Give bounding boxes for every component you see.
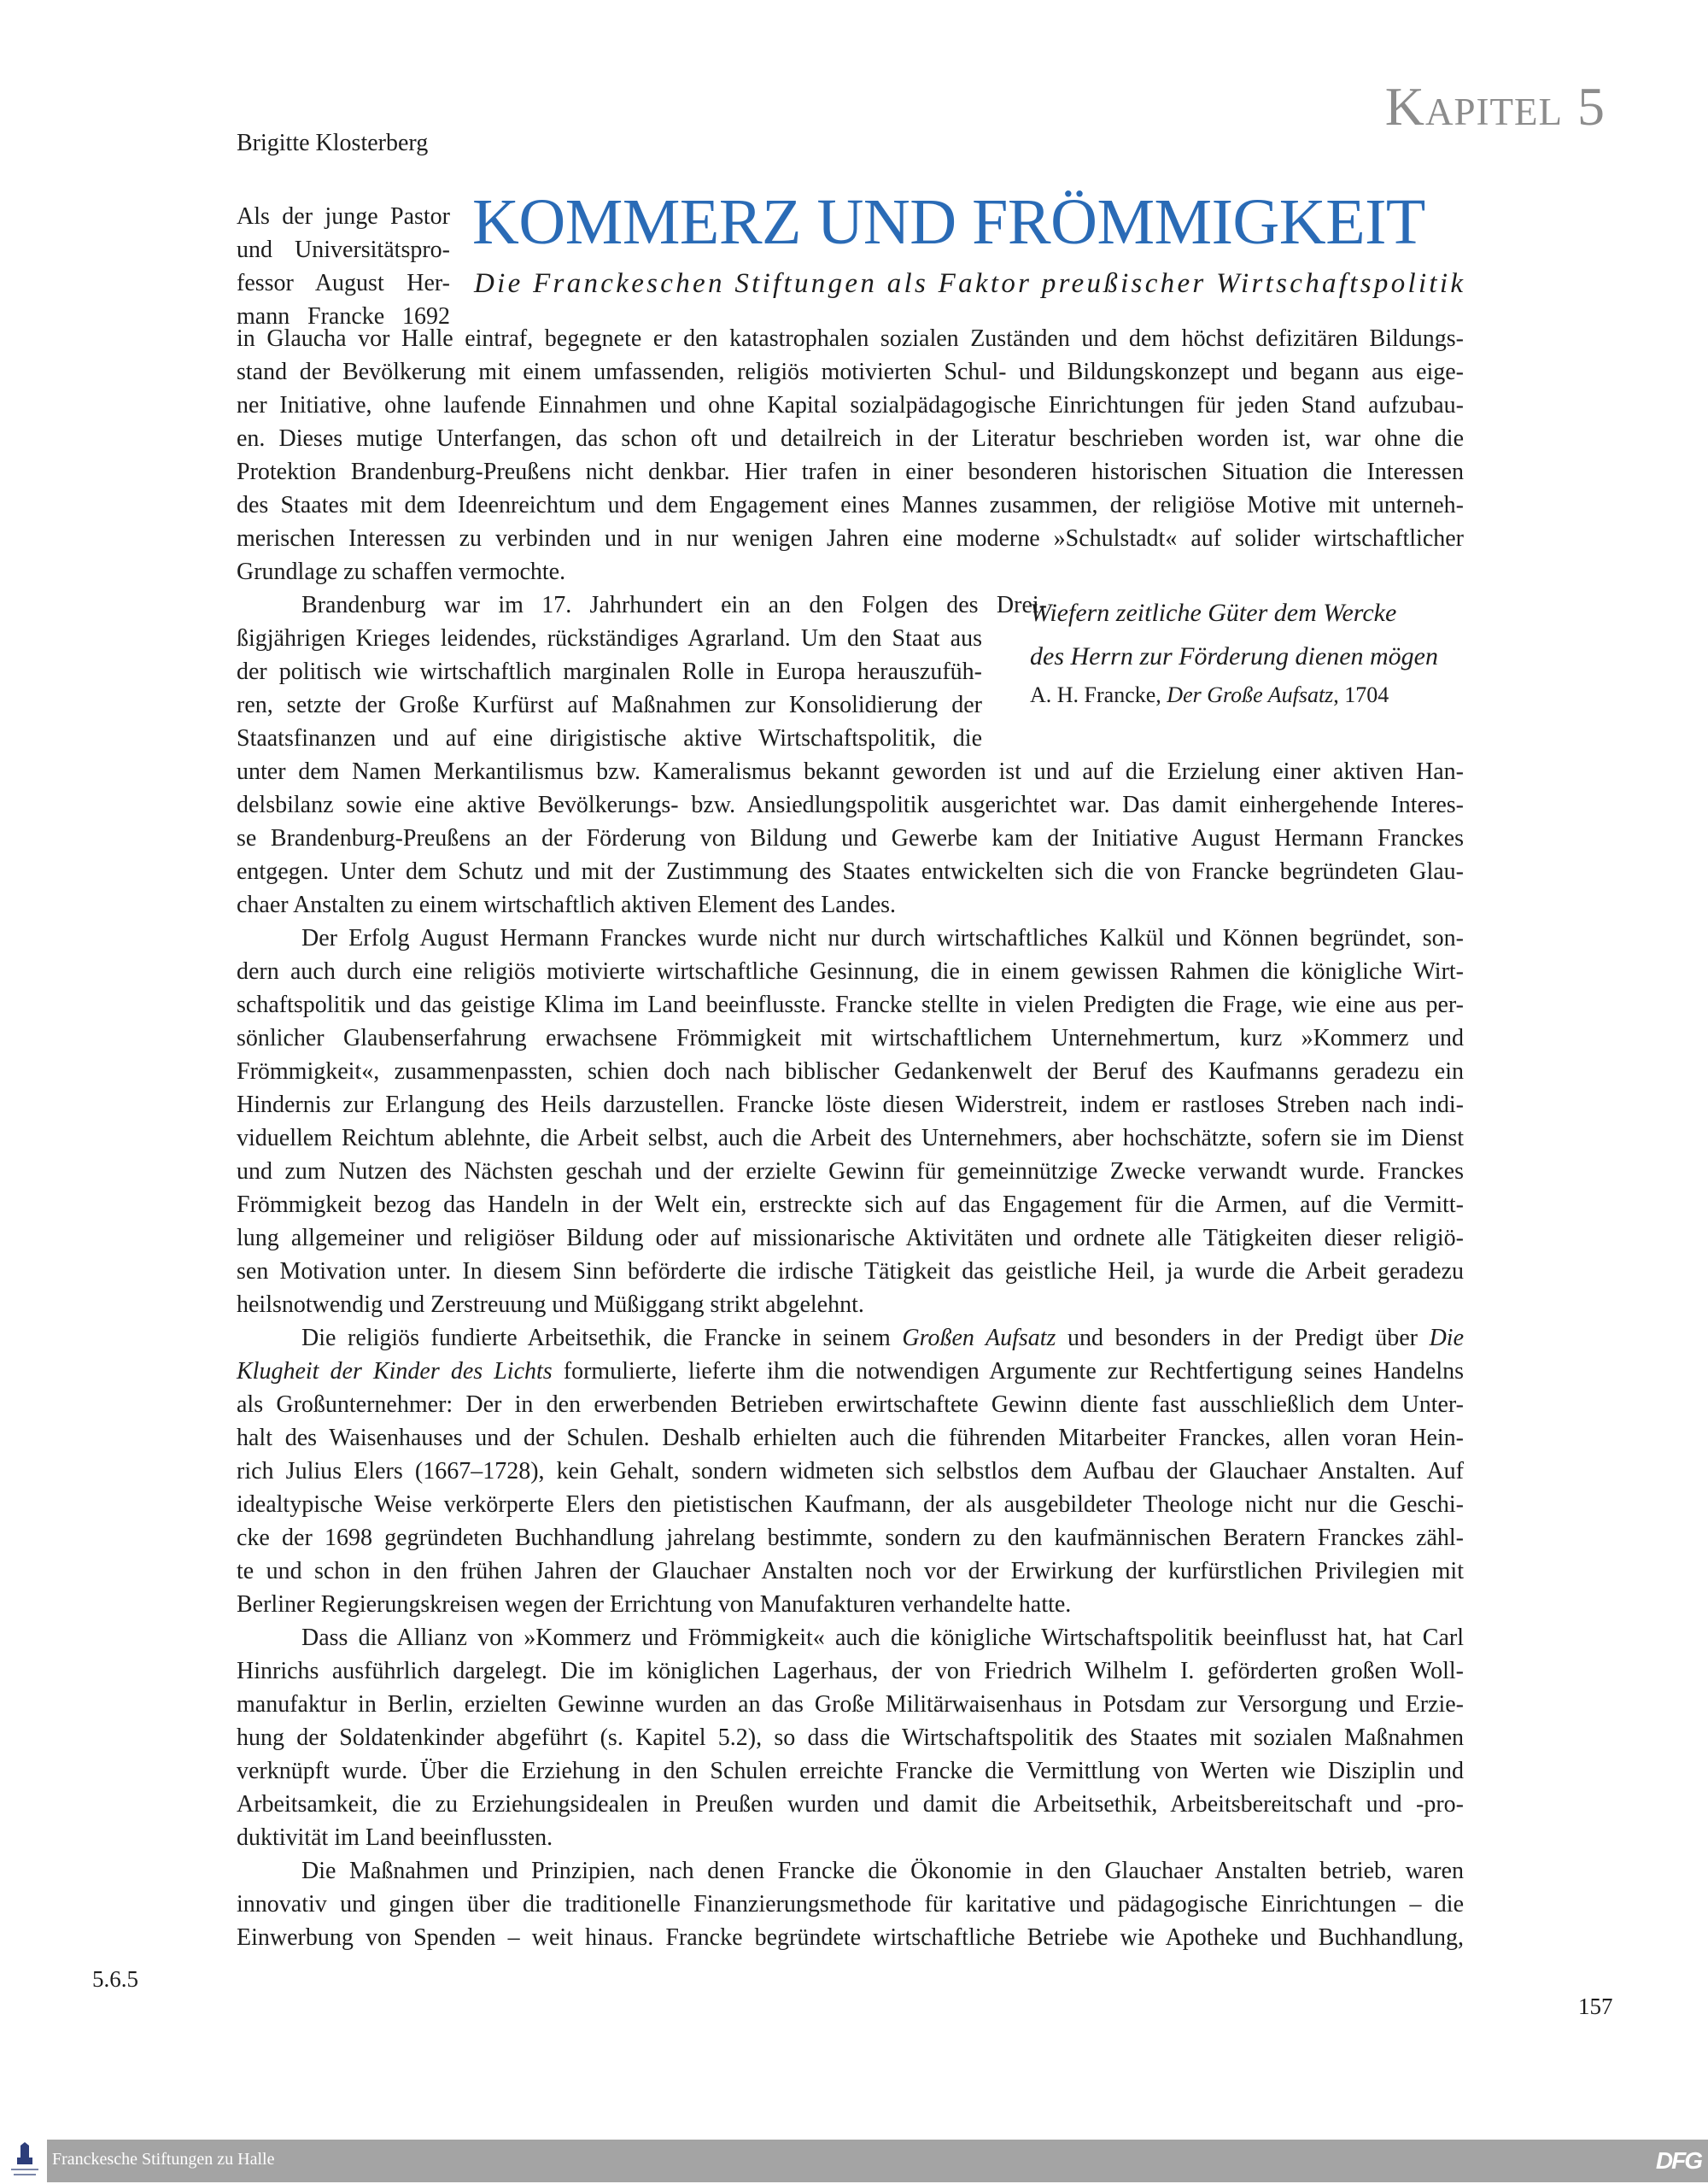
paragraph <box>237 922 1464 1321</box>
text-segment: Frömmigkeit«, zusammenpassten, schien doch nach biblischer Gedankenwelt der Beruf des Kaufmanns geradezu ein <box>237 1058 1464 1085</box>
text-segment: Berliner Regierungskreisen wegen der Errichtung von Manufakturen verhandelte hatte. <box>237 1591 1072 1618</box>
text-line <box>237 1754 1464 1788</box>
text-line <box>237 1888 1464 1921</box>
text-segment: Hinrichs ausführlich dargelegt. Die im königlichen Lagerhaus, der von Friedrich Wilhelm I. geförderten großen Woll- <box>237 1658 1464 1684</box>
text-segment: Frömmigkeit bezog das Handeln in der Welt ein, erstreckte sich auf das Engagement für die Armen, auf die Vermitt- <box>237 1192 1464 1218</box>
text-segment: und besonders in der Predigt über <box>1056 1325 1430 1351</box>
text-segment: heilsnotwendig und Zerstreuung und Müßiggang strikt abgelehnt. <box>237 1291 864 1318</box>
text-line <box>237 1688 1464 1721</box>
text-segment: Grundlage zu schaffen vermochte. <box>237 559 566 585</box>
text-line <box>237 1155 1464 1188</box>
quote-source-title: Der Große Aufsatz <box>1167 682 1334 707</box>
text-segment: sen Motivation unter. In diesem Sinn beförderte die irdische Tätigkeit das geistliche Heil, ja wurde die Arbeit geradezu <box>237 1258 1464 1285</box>
text-line <box>237 622 982 655</box>
page-number: 157 <box>1578 1994 1613 2019</box>
text-line <box>237 1221 1464 1255</box>
text-segment: Protektion Brandenburg-Preußens nicht denkbar. Hier trafen in einer besonderen historischen Situation die Interessen <box>237 459 1464 485</box>
text-segment: Brandenburg war im 17. Jahrhundert ein an den Folgen des Drei- <box>301 592 1047 618</box>
italic-text: Großen Aufsatz <box>902 1325 1056 1351</box>
text-line <box>237 1588 1464 1621</box>
text-line <box>237 389 1464 422</box>
footer-bar <box>47 2140 1708 2182</box>
text-segment: rich Julius Elers (1667–1728), kein Gehalt, sondern widmeten sich selbstlos dem Aufbau der Glauchaer Anstalten. Auf <box>237 1458 1464 1484</box>
text-line <box>237 1421 1464 1455</box>
paragraph <box>237 1621 1464 1854</box>
paragraph <box>237 1321 1464 1621</box>
text-line <box>237 1088 1464 1121</box>
text-segment: duktivität im Land beeinflussten. <box>237 1824 553 1851</box>
text-segment: Hindernis zur Erlangung des Heils darzustellen. Francke löste diesen Widerstreit, indem er rastloses Streben nach indi- <box>237 1092 1464 1118</box>
text-line <box>237 1188 1464 1221</box>
text-segment: te und schon in den frühen Jahren der Glauchaer Anstalten noch vor der Erwirkung der kurfürstlichen Privilegien mit <box>237 1558 1464 1584</box>
institution-name: Franckesche Stiftungen zu Halle <box>52 2150 275 2169</box>
text-line: mann Francke 1692 <box>237 303 450 330</box>
text-line <box>237 489 1464 522</box>
text-line <box>237 688 982 722</box>
text-segment: als Großunternehmer: Der in den erwerbenden Betrieben erwirtschaftete Gewinn diente fast ausschließlich dem Unter- <box>237 1391 1464 1418</box>
quote-source-year: , 1704 <box>1333 682 1389 707</box>
text-line <box>237 1821 1464 1854</box>
text-segment: manufaktur in Berlin, erzielten Gewinne wurden an das Große Militärwaisenhaus in Potsdam zur Versorgung und Erzie- <box>237 1691 1464 1718</box>
text-line <box>237 788 1464 822</box>
text-line <box>237 1788 1464 1821</box>
text-line <box>237 355 1464 389</box>
text-segment: Die Maßnahmen und Prinzipien, nach denen Francke die Ökonomie in den Glauchaer Anstalten betrieb, waren <box>301 1858 1464 1884</box>
quote-line: des Herrn zur Förderung dienen mögen <box>1030 642 1438 670</box>
text-segment: Einwerbung von Spenden – weit hinaus. Francke begründete wirtschaftliche Betriebe wie Apotheke und Buchhandlung, <box>237 1924 1464 1951</box>
institution-logo-icon <box>9 2142 41 2180</box>
text-segment: innovativ und gingen über die traditionelle Finanzierungsmethode für karitative und pädagogische Einrichtungen – die <box>237 1891 1464 1918</box>
text-line <box>237 1521 1464 1555</box>
text-segment: se Brandenburg-Preußens an der Förderung von Bildung und Gewerbe kam der Initiative August Hermann Franckes <box>237 825 1464 852</box>
article-title: KOMMERZ UND FRÖMMIGKEIT <box>472 186 1425 258</box>
text-line <box>237 1921 1464 1954</box>
text-segment: des Staates mit dem Ideenreichtum und dem Engagement eines Mannes zusammen, der religiöse Motive mit unterneh- <box>237 492 1464 518</box>
article-body <box>237 322 1464 1954</box>
dfg-logo: DFG <box>1655 2147 1701 2174</box>
text-segment: Staatsfinanzen und auf eine dirigistische aktive Wirtschaftspolitik, die <box>237 725 982 752</box>
text-line <box>237 1288 1464 1321</box>
text-line <box>237 1321 1464 1355</box>
text-segment: Arbeitsamkeit, die zu Erziehungsidealen in Preußen wurden und damit die Arbeitsethik, Arbeitsbereitschaft und -pro- <box>237 1791 1464 1818</box>
text-line <box>237 888 1464 922</box>
text-segment: viduellem Reichtum ablehnte, die Arbeit selbst, auch die Arbeit des Unternehmers, aber hochschätzte, sofern sie im Dienst <box>237 1125 1464 1151</box>
text-line <box>237 855 1464 888</box>
text-segment: lung allgemeiner und religiöser Bildung oder auf missionarische Aktivitäten und ordnete alle Tätigkeiten dieser religiö- <box>237 1225 1464 1251</box>
article-subtitle: Die Franckeschen Stiftungen als Faktor preußischer Wirtschaftspolitik <box>474 268 1466 299</box>
text-line <box>237 1355 1464 1388</box>
text-segment: formulierte, lieferte ihm die notwendigen Argumente zur Rechtfertigung seines Handelns <box>552 1358 1464 1385</box>
text-segment: idealtypische Weise verkörperte Elers den pietistischen Kaufmann, der als ausgebildeter Theologe nicht nur die Geschi- <box>237 1491 1464 1518</box>
text-line <box>237 422 1464 455</box>
text-line <box>237 1388 1464 1421</box>
text-segment: dern auch durch eine religiös motivierte wirtschaftliche Gesinnung, die in einem gewissen Rahmen die königliche Wirt- <box>237 958 1464 985</box>
epigraph-quote <box>1030 591 1474 712</box>
section-number: 5.6.5 <box>92 1966 138 1992</box>
text-segment: Der Erfolg August Hermann Franckes wurde nicht nur durch wirtschaftliches Kalkül und Können begründet, son- <box>301 925 1464 951</box>
text-segment: Dass die Allianz von »Kommerz und Frömmigkeit« auch die königliche Wirtschaftspolitik beeinflusst hat, hat Carl <box>301 1625 1464 1651</box>
text-line <box>237 588 1047 622</box>
text-segment: unter dem Namen Merkantilismus bzw. Kameralismus bekannt geworden ist und auf die Erzielung einer aktiven Han- <box>237 758 1464 785</box>
text-segment: und zum Nutzen des Nächsten geschah und der erzielte Gewinn für gemeinnützige Zwecke verwandt wurde. Franckes <box>237 1158 1464 1185</box>
text-segment: cke der 1698 gegründeten Buchhandlung jahrelang bestimmte, sondern zu den kaufmännischen Beratern Franckes zähl- <box>237 1525 1464 1551</box>
text-line: und Universitätspro- <box>237 237 450 263</box>
text-line <box>237 922 1464 955</box>
text-line <box>237 722 982 755</box>
text-line <box>237 1854 1464 1888</box>
text-line <box>237 1621 1464 1654</box>
text-segment: ren, setzte der Große Kurfürst auf Maßnahmen zur Konsolidierung der <box>237 692 982 718</box>
text-line <box>237 1555 1464 1588</box>
text-line <box>237 455 1464 489</box>
text-segment: Die religiös fundierte Arbeitsethik, die Francke in seinem <box>301 1325 903 1351</box>
text-line <box>237 1121 1464 1155</box>
quote-source-author: A. H. Francke, <box>1030 682 1167 707</box>
text-line <box>237 988 1464 1022</box>
text-segment: schaftspolitik und das geistige Klima im Land beeinflusste. Francke stellte in vielen Predigten die Frage, wie eine aus per- <box>237 992 1464 1018</box>
text-segment: merischen Interessen zu verbinden und in nur wenigen Jahren eine moderne »Schulstadt« auf solider wirtschaftlicher <box>237 525 1464 552</box>
text-line <box>237 1488 1464 1521</box>
text-line <box>237 955 1464 988</box>
text-line <box>237 822 1464 855</box>
text-line <box>237 555 1464 588</box>
text-line <box>237 1721 1464 1754</box>
text-segment: hung der Soldatenkinder abgeführt (s. Kapitel 5.2), so dass die Wirtschaftspolitik des Staates mit sozialen Maßnahmen <box>237 1724 1464 1751</box>
quote-source <box>1030 678 1474 712</box>
text-line <box>237 522 1464 555</box>
text-line: Als der junge Pastor <box>237 203 450 230</box>
text-segment: delsbilanz sowie eine aktive Bevölkerungs- bzw. Ansiedlungspolitik ausgerichtet war. Das damit einhergehende Interes- <box>237 792 1464 818</box>
text-segment: verknüpft wurde. Über die Erziehung in den Schulen erreichte Francke die Vermittlung von Werten wie Disziplin und <box>237 1758 1464 1784</box>
text-line <box>237 1455 1464 1488</box>
text-segment: entgegen. Unter dem Schutz und mit der Zustimmung des Staates entwickelten sich die von Francke begründeten Glau- <box>237 858 1464 885</box>
text-segment: en. Dieses mutige Unterfangen, das schon oft und detailreich in der Literatur beschrieben worden ist, war ohne die <box>237 425 1464 452</box>
text-segment: ßigjährigen Krieges leidendes, rückständiges Agrarland. Um den Staat aus <box>237 625 982 652</box>
quote-line: Wiefern zeitliche Güter dem Wercke <box>1030 599 1397 627</box>
text-line: fessor August Her- <box>237 270 450 296</box>
text-segment: chaer Anstalten zu einem wirtschaftlich aktiven Element des Landes. <box>237 892 897 918</box>
text-line <box>237 1255 1464 1288</box>
paragraph <box>237 1854 1464 1954</box>
text-segment: stand der Bevölkerung mit einem umfassenden, religiös motivierten Schul- und Bildungskonzept und begann aus eige- <box>237 359 1464 385</box>
text-line <box>237 1022 1464 1055</box>
text-line <box>237 655 982 688</box>
author-name: Brigitte Klosterberg <box>237 130 429 156</box>
text-segment: sönlicher Glaubenserfahrung erwachsene Frömmigkeit mit wirtschaftlichem Unternehmertum, kurz »Kommerz und <box>237 1025 1464 1051</box>
text-line <box>237 1654 1464 1688</box>
italic-text: Die <box>1429 1325 1464 1351</box>
text-line <box>237 755 1464 788</box>
text-segment: der politisch wie wirtschaftlich marginalen Rolle in Europa herauszufüh- <box>237 659 982 685</box>
chapter-heading: Kapitel 5 <box>1384 76 1606 137</box>
intro-text <box>237 200 450 333</box>
italic-text: Klugheit der Kinder des Lichts <box>237 1358 553 1385</box>
paragraph <box>237 322 1464 588</box>
text-line <box>237 322 1464 355</box>
text-segment: in Glaucha vor Halle eintraf, begegnete er den katastrophalen sozialen Zuständen und dem höchst defizitären Bildungs- <box>237 325 1464 352</box>
text-line <box>237 1055 1464 1088</box>
text-segment: ner Initiative, ohne laufende Einnahmen und ohne Kapital sozialpädagogische Einrichtungen für jeden Stand aufzubau- <box>237 392 1464 419</box>
text-segment: halt des Waisenhauses und der Schulen. Deshalb erhielten auch die führenden Mitarbeiter Franckes, allen voran Hein- <box>237 1425 1464 1451</box>
